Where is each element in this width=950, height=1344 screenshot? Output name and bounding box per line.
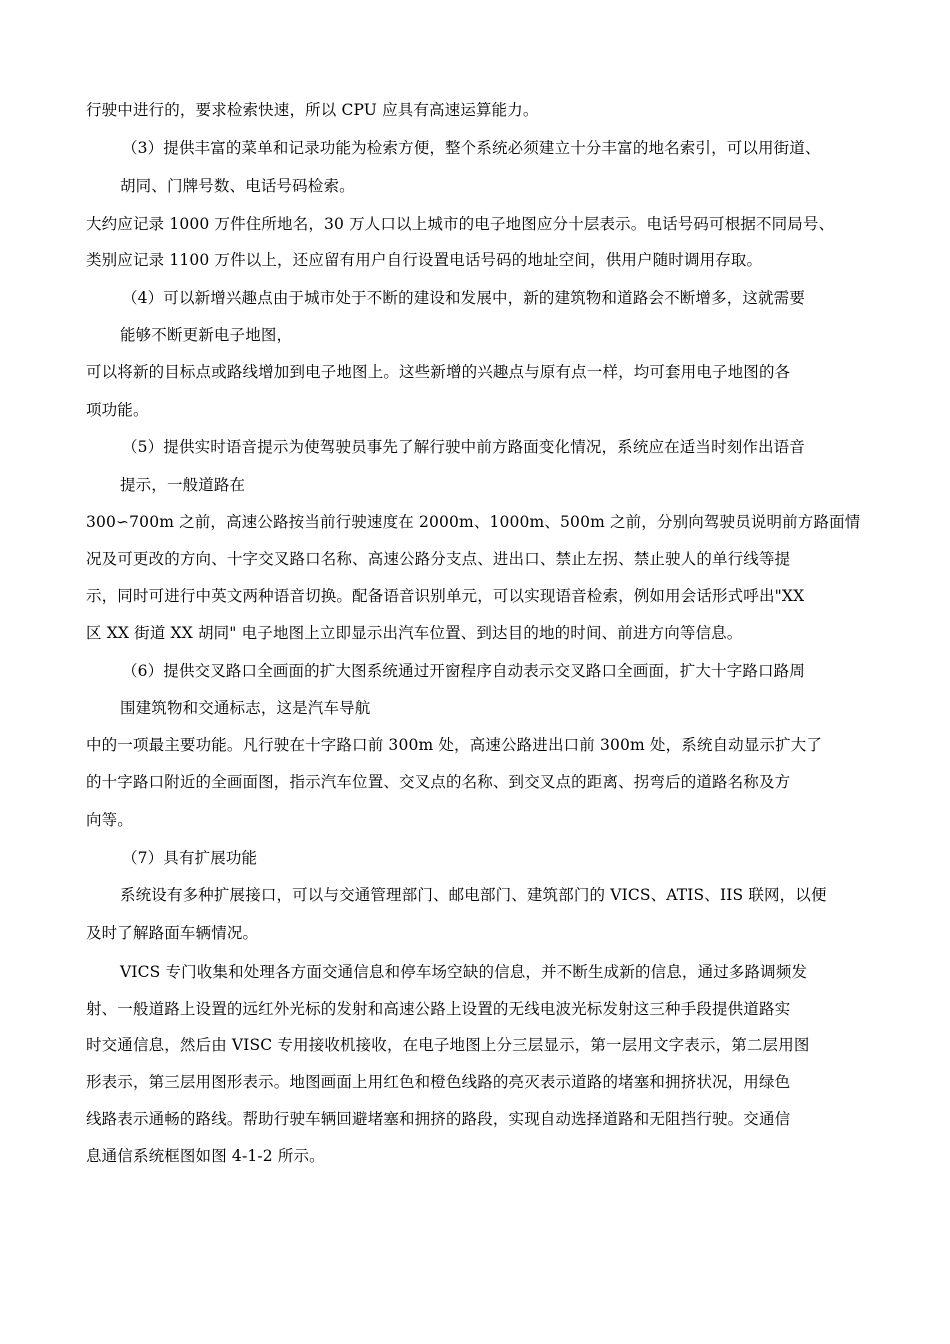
text-line: 项功能。 (86, 401, 149, 419)
text-line: 线路表示通畅的路线。帮助行驶车辆回避堵塞和拥挤的路段，实现自动选择道路和无阻挡行驶。交通信 (86, 1110, 791, 1128)
text-line: （6）提供交叉路口全画面的扩大图系统通过开窗程序自动表示交叉路口全画面，扩大十字路口路周 (122, 662, 805, 680)
text-line: 围建筑物和交通标志，这是汽车导航 (120, 699, 371, 717)
text-line: 中的一项最主要功能。凡行驶在十字路口前 300m 处，高速公路进出口前 300m 处，系统自动显示扩大了 (86, 736, 823, 754)
text-line: 能够不断更新电子地图， (120, 326, 293, 344)
text-line: 类别应记录 1100 万件以上，还应留有用户自行设置电话号码的地址空间，供用户随时调用存取。 (86, 251, 763, 269)
text-line: 系统设有多种扩展接口，可以与交通管理部门、邮电部门、建筑部门的 VICS、ATIS、IIS 联网，以便 (120, 886, 827, 904)
text-line: 行驶中进行的，要求检索快速，所以 CPU 应具有高速运算能力。 (86, 101, 539, 119)
text-line: VICS 专门收集和处理各方面交通信息和停车场空缺的信息，并不断生成新的信息，通过多路调频发 (120, 963, 808, 981)
text-line: 提示，一般道路在 (120, 476, 246, 494)
text-line: 300∽700m 之前，高速公路按当前行驶速度在 2000m、1000m、500m 之前，分别向驾驶员说明前方路面情 (86, 513, 861, 531)
text-line: 示，同时可进行中英文两种语音切换。配备语音识别单元，可以实现语音检索，例如用会话形式呼出"XX (86, 587, 805, 605)
text-line: 况及可更改的方向、十字交叉路口名称、高速公路分支点、进出口、禁止左拐、禁止驶人的单行线等提 (86, 550, 791, 568)
text-line: 区 XX 街道 XX 胡同" 电子地图上立即显示出汽车位置、到达目的地的时间、前进方向等信息。 (86, 624, 743, 642)
text-line: （4）可以新增兴趣点由于城市处于不断的建设和发展中，新的建筑物和道路会不断增多，这就需要 (122, 289, 805, 307)
text-line: 及时了解路面车辆情况。 (86, 924, 259, 942)
text-line: 向等。 (86, 811, 133, 829)
text-line: 可以将新的目标点或路线增加到电子地图上。这些新增的兴趣点与原有点一样，均可套用电子地图的各 (86, 363, 791, 381)
text-line: 时交通信息，然后由 VISC 专用接收机接收，在电子地图上分三层显示，第一层用文字表示，第二层用图 (86, 1036, 810, 1054)
text-line: 胡同、门牌号数、电话号码检索。 (120, 177, 355, 195)
text-line: 射、一般道路上设置的远红外光标的发射和高速公路上设置的无线电波光标发射这三种手段提供道路实 (86, 1000, 791, 1018)
text-line: 息通信系统框图如图 4-1-2 所示。 (86, 1147, 325, 1165)
text-line: （7）具有扩展功能 (122, 849, 258, 867)
text-line: 形表示，第三层用图形表示。地图画面上用红色和橙色线路的亮灭表示道路的堵塞和拥挤状况，用绿色 (86, 1073, 791, 1091)
text-line: 的十字路口附近的全画面图，指示汽车位置、交叉点的名称、到交叉点的距离、拐弯后的道路名称及方 (86, 773, 791, 791)
text-line: （5）提供实时语音提示为使驾驶员事先了解行驶中前方路面变化情况，系统应在适当时刻作出语音 (122, 438, 805, 456)
text-line: 大约应记录 1000 万件住所地名，30 万人口以上城市的电子地图应分十层表示。电话号码可根据不同局号、 (86, 215, 835, 233)
text-line: （3）提供丰富的菜单和记录功能为检索方便，整个系统必须建立十分丰富的地名索引，可以用街道、 (122, 139, 821, 157)
